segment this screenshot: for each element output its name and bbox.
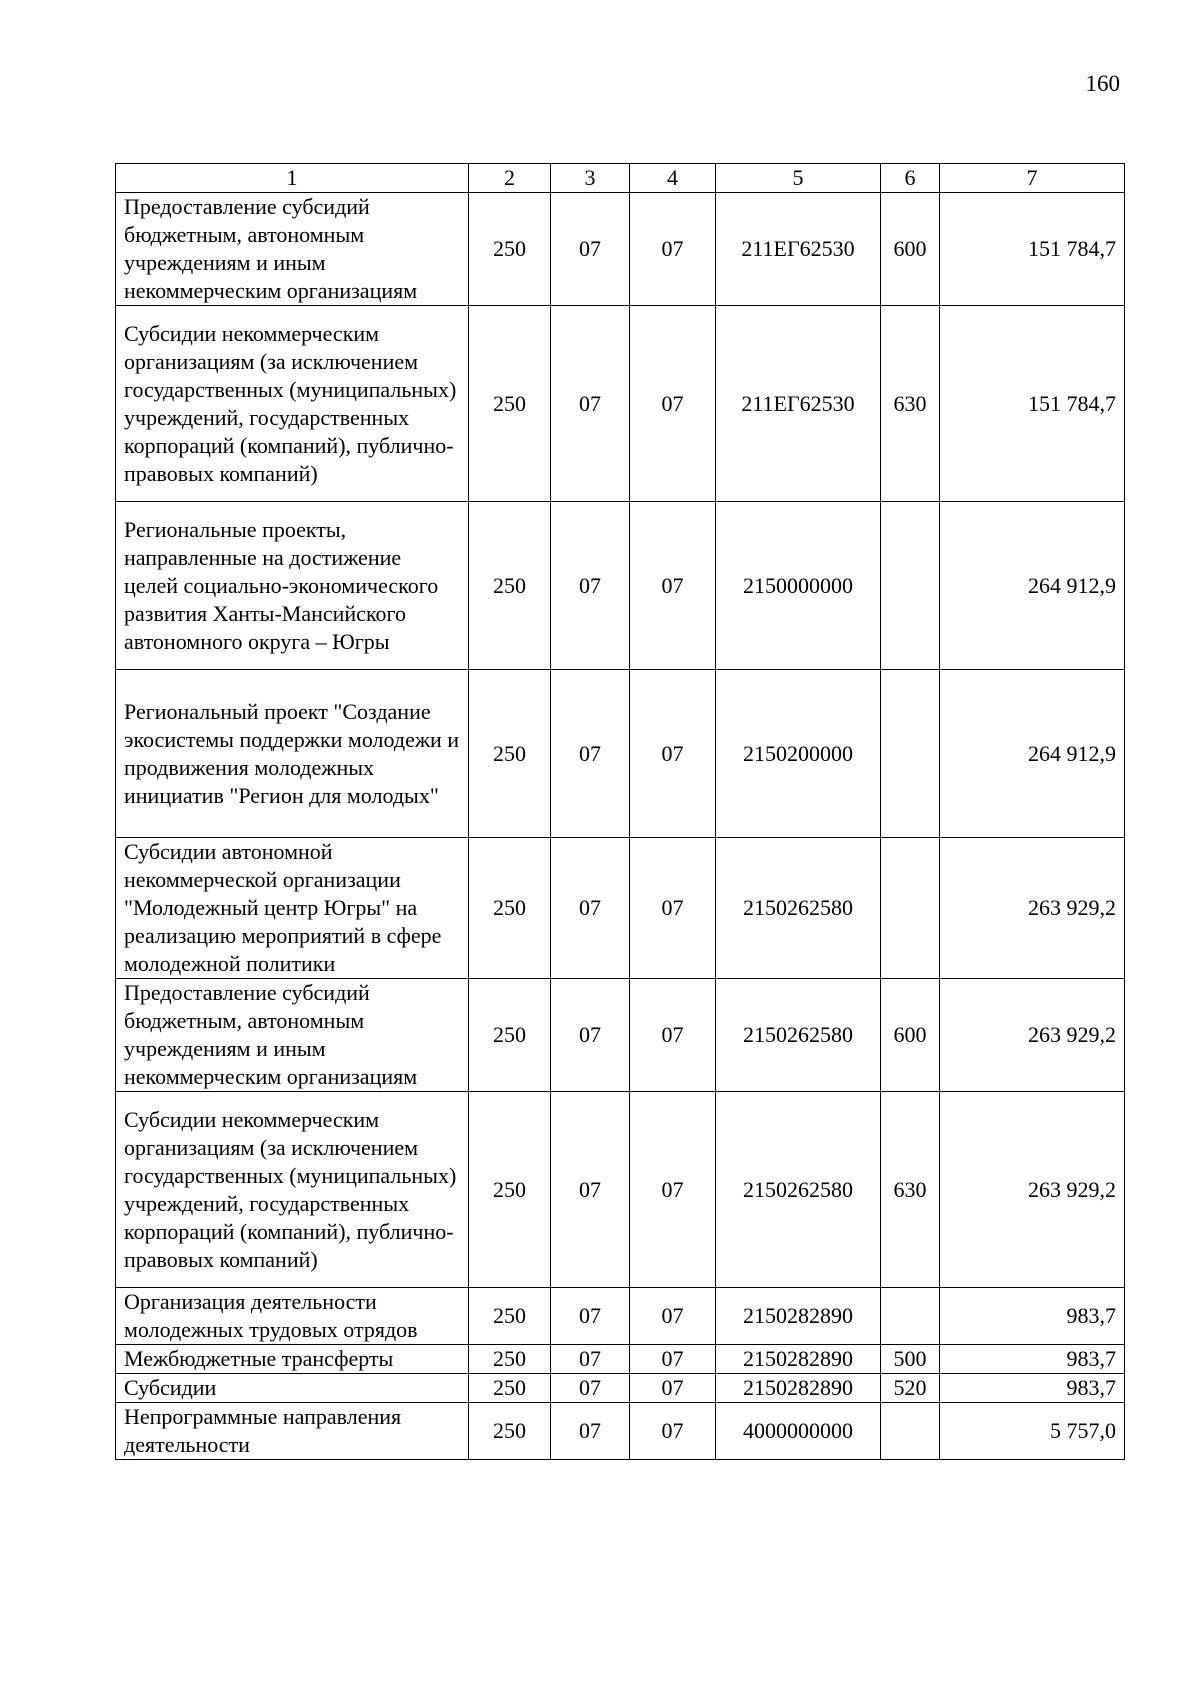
cell-admin: 250 (469, 1092, 551, 1288)
table-row (116, 670, 1125, 838)
cell-expense-type (881, 670, 940, 838)
cell-admin: 250 (469, 1288, 551, 1345)
cell-admin: 250 (469, 1374, 551, 1403)
cell-section: 07 (551, 502, 630, 670)
cell-subsection: 07 (630, 1403, 716, 1460)
cell-target: 2150262580 (716, 1092, 881, 1288)
row-name: Межбюджетные трансферты (116, 1345, 469, 1374)
cell-target: 2150282890 (716, 1345, 881, 1374)
row-name: Субсидии некоммерческим организациям (за исключением государственных (муниципальных) учреждений, государственных корпораций (компаний), публично-правовых компаний) (116, 1092, 469, 1288)
cell-expense-type: 630 (881, 1092, 940, 1288)
cell-expense-type (881, 502, 940, 670)
cell-target: 2150000000 (716, 502, 881, 670)
row-name: Региональный проект "Создание экосистемы поддержки молодежи и продвижения молодежных инициатив "Регион для молодых" (116, 670, 469, 838)
cell-amount: 151 784,7 (940, 306, 1125, 502)
table-row (116, 193, 1125, 306)
cell-expense-type: 500 (881, 1345, 940, 1374)
cell-section: 07 (551, 193, 630, 306)
cell-subsection: 07 (630, 838, 716, 979)
cell-target: 211ЕГ62530 (716, 193, 881, 306)
column-header: 6 (881, 164, 940, 193)
cell-section: 07 (551, 670, 630, 838)
column-header: 3 (551, 164, 630, 193)
cell-section: 07 (551, 1288, 630, 1345)
cell-target: 2150282890 (716, 1288, 881, 1345)
cell-amount: 263 929,2 (940, 979, 1125, 1092)
cell-expense-type (881, 838, 940, 979)
cell-section: 07 (551, 306, 630, 502)
cell-expense-type: 600 (881, 979, 940, 1092)
cell-subsection: 07 (630, 1374, 716, 1403)
cell-expense-type (881, 1403, 940, 1460)
row-name: Региональные проекты, направленные на достижение целей социально-экономического развития Ханты-Мансийского автономного округа – Югры (116, 502, 469, 670)
table-row (116, 1092, 1125, 1288)
cell-expense-type: 600 (881, 193, 940, 306)
cell-section: 07 (551, 1374, 630, 1403)
table-row (116, 306, 1125, 502)
cell-expense-type: 630 (881, 306, 940, 502)
header-row (116, 164, 1125, 193)
cell-amount: 5 757,0 (940, 1403, 1125, 1460)
cell-subsection: 07 (630, 670, 716, 838)
row-name: Предоставление субсидий бюджетным, автономным учреждениям и иным некоммерческим организациям (116, 193, 469, 306)
budget-table (115, 163, 1125, 1460)
page-number: 160 (1085, 71, 1120, 96)
cell-subsection: 07 (630, 1345, 716, 1374)
cell-admin: 250 (469, 838, 551, 979)
cell-expense-type (881, 1288, 940, 1345)
cell-expense-type: 520 (881, 1374, 940, 1403)
table-row (116, 838, 1125, 979)
cell-admin: 250 (469, 1403, 551, 1460)
cell-amount: 983,7 (940, 1345, 1125, 1374)
table-row (116, 1288, 1125, 1345)
cell-amount: 151 784,7 (940, 193, 1125, 306)
column-header: 1 (116, 164, 469, 193)
cell-amount: 263 929,2 (940, 838, 1125, 979)
row-name: Предоставление субсидий бюджетным, автономным учреждениям и иным некоммерческим организациям (116, 979, 469, 1092)
cell-amount: 983,7 (940, 1374, 1125, 1403)
column-header: 5 (716, 164, 881, 193)
cell-section: 07 (551, 838, 630, 979)
table-row (116, 1403, 1125, 1460)
cell-target: 211ЕГ62530 (716, 306, 881, 502)
row-name: Субсидии автономной некоммерческой организации "Молодежный центр Югры" на реализацию мероприятий в сфере молодежной политики (116, 838, 469, 979)
cell-admin: 250 (469, 1345, 551, 1374)
row-name: Субсидии некоммерческим организациям (за исключением государственных (муниципальных) учреждений, государственных корпораций (компаний), публично-правовых компаний) (116, 306, 469, 502)
cell-amount: 264 912,9 (940, 670, 1125, 838)
cell-target: 2150282890 (716, 1374, 881, 1403)
row-name: Организация деятельности молодежных трудовых отрядов (116, 1288, 469, 1345)
cell-target: 2150262580 (716, 979, 881, 1092)
cell-target: 2150262580 (716, 838, 881, 979)
cell-subsection: 07 (630, 193, 716, 306)
cell-admin: 250 (469, 193, 551, 306)
cell-subsection: 07 (630, 502, 716, 670)
cell-section: 07 (551, 1092, 630, 1288)
cell-target: 4000000000 (716, 1403, 881, 1460)
row-name: Непрограммные направления деятельности (116, 1403, 469, 1460)
cell-admin: 250 (469, 979, 551, 1092)
cell-section: 07 (551, 979, 630, 1092)
cell-subsection: 07 (630, 1092, 716, 1288)
cell-admin: 250 (469, 670, 551, 838)
cell-subsection: 07 (630, 979, 716, 1092)
cell-subsection: 07 (630, 1288, 716, 1345)
column-header: 2 (469, 164, 551, 193)
cell-subsection: 07 (630, 306, 716, 502)
table-row (116, 1374, 1125, 1403)
row-name: Субсидии (116, 1374, 469, 1403)
cell-section: 07 (551, 1345, 630, 1374)
cell-target: 2150200000 (716, 670, 881, 838)
cell-admin: 250 (469, 306, 551, 502)
column-header: 7 (940, 164, 1125, 193)
table-row (116, 979, 1125, 1092)
cell-section: 07 (551, 1403, 630, 1460)
cell-amount: 983,7 (940, 1288, 1125, 1345)
cell-amount: 264 912,9 (940, 502, 1125, 670)
table-row (116, 502, 1125, 670)
cell-amount: 263 929,2 (940, 1092, 1125, 1288)
cell-admin: 250 (469, 502, 551, 670)
column-header: 4 (630, 164, 716, 193)
table-row (116, 1345, 1125, 1374)
